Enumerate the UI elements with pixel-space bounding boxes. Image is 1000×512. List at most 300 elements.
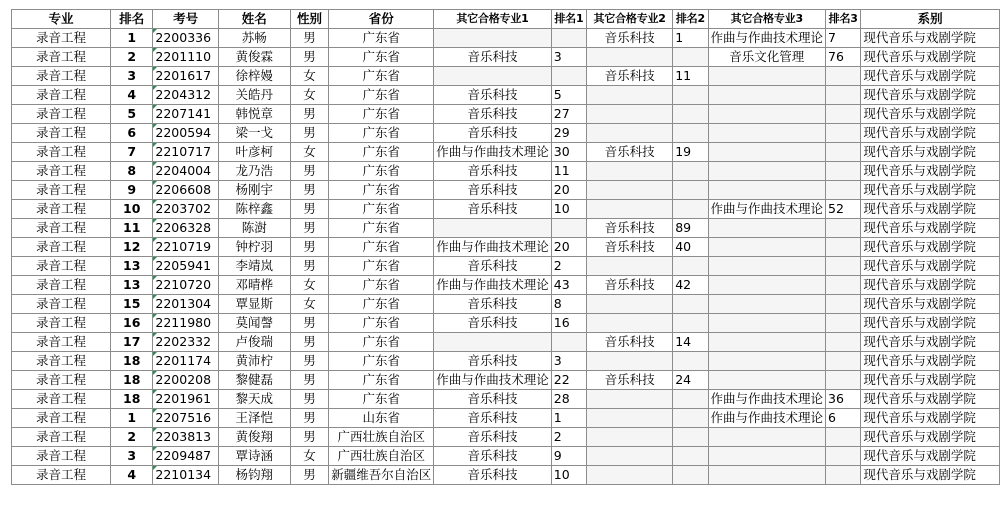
cell-other-major-3[interactable]	[708, 352, 826, 371]
cell-rank[interactable]: 9	[111, 181, 153, 200]
cell-name[interactable]: 关皓丹	[218, 86, 290, 105]
cell-rank-1[interactable]: 43	[551, 276, 586, 295]
cell-rank-2[interactable]: 42	[673, 276, 708, 295]
cell-major[interactable]: 录音工程	[12, 333, 111, 352]
cell-province[interactable]: 广西壮族自治区	[329, 428, 434, 447]
cell-other-major-2[interactable]: 音乐科技	[587, 276, 673, 295]
cell-other-major-2[interactable]: 音乐科技	[587, 333, 673, 352]
cell-rank-1[interactable]: 27	[551, 105, 586, 124]
cell-gender[interactable]: 女	[290, 67, 328, 86]
cell-gender[interactable]: 男	[290, 162, 328, 181]
cell-major[interactable]: 录音工程	[12, 314, 111, 333]
header-department[interactable]: 系别	[861, 10, 1000, 29]
cell-rank-1[interactable]: 20	[551, 181, 586, 200]
cell-other-major-1[interactable]: 音乐科技	[434, 200, 552, 219]
cell-rank[interactable]: 13	[111, 276, 153, 295]
cell-other-major-1[interactable]: 音乐科技	[434, 409, 552, 428]
cell-province[interactable]: 广东省	[329, 124, 434, 143]
cell-name[interactable]: 覃显斯	[218, 295, 290, 314]
cell-other-major-3[interactable]: 音乐文化管理	[708, 48, 826, 67]
cell-name[interactable]: 梁一戈	[218, 124, 290, 143]
cell-exam-id[interactable]: 2209487	[153, 447, 218, 466]
cell-name[interactable]: 黎健磊	[218, 371, 290, 390]
cell-rank[interactable]: 2	[111, 48, 153, 67]
cell-rank-3[interactable]	[826, 124, 861, 143]
cell-major[interactable]: 录音工程	[12, 276, 111, 295]
cell-rank-3[interactable]	[826, 86, 861, 105]
cell-province[interactable]: 山东省	[329, 409, 434, 428]
cell-department[interactable]: 现代音乐与戏剧学院	[861, 238, 1000, 257]
cell-other-major-3[interactable]	[708, 86, 826, 105]
cell-department[interactable]: 现代音乐与戏剧学院	[861, 390, 1000, 409]
header-other-major-2[interactable]: 其它合格专业2	[587, 10, 673, 29]
cell-exam-id[interactable]: 2203813	[153, 428, 218, 447]
cell-department[interactable]: 现代音乐与戏剧学院	[861, 48, 1000, 67]
cell-province[interactable]: 广东省	[329, 200, 434, 219]
cell-gender[interactable]: 女	[290, 86, 328, 105]
cell-major[interactable]: 录音工程	[12, 219, 111, 238]
cell-other-major-1[interactable]: 音乐科技	[434, 48, 552, 67]
cell-other-major-1[interactable]: 作曲与作曲技术理论	[434, 143, 552, 162]
cell-name[interactable]: 李靖岚	[218, 257, 290, 276]
cell-other-major-3[interactable]	[708, 105, 826, 124]
cell-other-major-2[interactable]	[587, 466, 673, 485]
cell-province[interactable]: 广东省	[329, 48, 434, 67]
cell-major[interactable]: 录音工程	[12, 447, 111, 466]
cell-department[interactable]: 现代音乐与戏剧学院	[861, 105, 1000, 124]
cell-department[interactable]: 现代音乐与戏剧学院	[861, 352, 1000, 371]
cell-department[interactable]: 现代音乐与戏剧学院	[861, 295, 1000, 314]
cell-rank-2[interactable]: 19	[673, 143, 708, 162]
cell-rank-3[interactable]	[826, 314, 861, 333]
cell-rank[interactable]: 18	[111, 371, 153, 390]
cell-rank-3[interactable]	[826, 352, 861, 371]
cell-department[interactable]: 现代音乐与戏剧学院	[861, 466, 1000, 485]
cell-rank[interactable]: 5	[111, 105, 153, 124]
cell-rank-2[interactable]: 24	[673, 371, 708, 390]
cell-other-major-2[interactable]: 音乐科技	[587, 29, 673, 48]
cell-rank[interactable]: 13	[111, 257, 153, 276]
header-rank-3[interactable]: 排名3	[826, 10, 861, 29]
cell-exam-id[interactable]: 2210717	[153, 143, 218, 162]
cell-gender[interactable]: 女	[290, 143, 328, 162]
cell-rank[interactable]: 1	[111, 409, 153, 428]
cell-name[interactable]: 苏畅	[218, 29, 290, 48]
cell-rank-1[interactable]	[551, 29, 586, 48]
cell-province[interactable]: 广东省	[329, 143, 434, 162]
cell-major[interactable]: 录音工程	[12, 86, 111, 105]
cell-rank-2[interactable]	[673, 200, 708, 219]
cell-major[interactable]: 录音工程	[12, 48, 111, 67]
cell-rank-3[interactable]: 7	[826, 29, 861, 48]
cell-other-major-1[interactable]: 音乐科技	[434, 314, 552, 333]
cell-department[interactable]: 现代音乐与戏剧学院	[861, 257, 1000, 276]
cell-other-major-3[interactable]	[708, 219, 826, 238]
cell-other-major-3[interactable]	[708, 257, 826, 276]
cell-major[interactable]: 录音工程	[12, 295, 111, 314]
cell-department[interactable]: 现代音乐与戏剧学院	[861, 314, 1000, 333]
cell-exam-id[interactable]: 2210720	[153, 276, 218, 295]
cell-province[interactable]: 广东省	[329, 181, 434, 200]
cell-other-major-2[interactable]	[587, 295, 673, 314]
cell-rank-3[interactable]	[826, 428, 861, 447]
cell-other-major-3[interactable]	[708, 238, 826, 257]
cell-rank-3[interactable]: 76	[826, 48, 861, 67]
cell-major[interactable]: 录音工程	[12, 124, 111, 143]
cell-rank-2[interactable]: 40	[673, 238, 708, 257]
cell-province[interactable]: 广东省	[329, 257, 434, 276]
cell-other-major-3[interactable]	[708, 371, 826, 390]
cell-province[interactable]: 广东省	[329, 276, 434, 295]
cell-other-major-3[interactable]	[708, 162, 826, 181]
cell-other-major-2[interactable]	[587, 390, 673, 409]
cell-rank[interactable]: 17	[111, 333, 153, 352]
cell-department[interactable]: 现代音乐与戏剧学院	[861, 67, 1000, 86]
cell-province[interactable]: 广东省	[329, 219, 434, 238]
cell-other-major-3[interactable]	[708, 314, 826, 333]
cell-rank-1[interactable]: 8	[551, 295, 586, 314]
cell-major[interactable]: 录音工程	[12, 181, 111, 200]
cell-province[interactable]: 广东省	[329, 86, 434, 105]
cell-other-major-1[interactable]	[434, 67, 552, 86]
cell-exam-id[interactable]: 2200336	[153, 29, 218, 48]
cell-other-major-2[interactable]: 音乐科技	[587, 238, 673, 257]
cell-rank-3[interactable]	[826, 238, 861, 257]
cell-province[interactable]: 广东省	[329, 371, 434, 390]
cell-other-major-1[interactable]: 音乐科技	[434, 428, 552, 447]
cell-rank[interactable]: 4	[111, 466, 153, 485]
cell-rank-1[interactable]: 28	[551, 390, 586, 409]
cell-exam-id[interactable]: 2207141	[153, 105, 218, 124]
cell-rank-2[interactable]: 11	[673, 67, 708, 86]
cell-major[interactable]: 录音工程	[12, 200, 111, 219]
cell-rank[interactable]: 18	[111, 352, 153, 371]
cell-other-major-3[interactable]	[708, 181, 826, 200]
cell-other-major-3[interactable]	[708, 67, 826, 86]
header-exam-id[interactable]: 考号	[153, 10, 218, 29]
cell-department[interactable]: 现代音乐与戏剧学院	[861, 162, 1000, 181]
cell-rank-2[interactable]	[673, 181, 708, 200]
cell-exam-id[interactable]: 2200594	[153, 124, 218, 143]
cell-other-major-1[interactable]: 音乐科技	[434, 295, 552, 314]
cell-other-major-2[interactable]	[587, 314, 673, 333]
cell-major[interactable]: 录音工程	[12, 428, 111, 447]
cell-gender[interactable]: 男	[290, 371, 328, 390]
cell-rank-3[interactable]: 36	[826, 390, 861, 409]
cell-rank-3[interactable]	[826, 67, 861, 86]
cell-name[interactable]: 邓晴桦	[218, 276, 290, 295]
cell-gender[interactable]: 男	[290, 48, 328, 67]
cell-department[interactable]: 现代音乐与戏剧学院	[861, 143, 1000, 162]
cell-exam-id[interactable]: 2211980	[153, 314, 218, 333]
cell-rank[interactable]: 1	[111, 29, 153, 48]
cell-department[interactable]: 现代音乐与戏剧学院	[861, 181, 1000, 200]
cell-name[interactable]: 徐梓嫚	[218, 67, 290, 86]
cell-department[interactable]: 现代音乐与戏剧学院	[861, 219, 1000, 238]
cell-rank-3[interactable]	[826, 105, 861, 124]
cell-exam-id[interactable]: 2203702	[153, 200, 218, 219]
cell-rank-3[interactable]	[826, 295, 861, 314]
cell-other-major-1[interactable]: 音乐科技	[434, 181, 552, 200]
cell-department[interactable]: 现代音乐与戏剧学院	[861, 276, 1000, 295]
cell-department[interactable]: 现代音乐与戏剧学院	[861, 333, 1000, 352]
cell-name[interactable]: 杨刚宇	[218, 181, 290, 200]
cell-department[interactable]: 现代音乐与戏剧学院	[861, 124, 1000, 143]
cell-exam-id[interactable]: 2210134	[153, 466, 218, 485]
cell-exam-id[interactable]: 2202332	[153, 333, 218, 352]
cell-other-major-2[interactable]	[587, 162, 673, 181]
cell-rank[interactable]: 7	[111, 143, 153, 162]
cell-rank[interactable]: 2	[111, 428, 153, 447]
cell-rank-2[interactable]	[673, 86, 708, 105]
cell-name[interactable]: 黄沛柠	[218, 352, 290, 371]
cell-name[interactable]: 覃诗涵	[218, 447, 290, 466]
cell-exam-id[interactable]: 2206608	[153, 181, 218, 200]
cell-gender[interactable]: 男	[290, 314, 328, 333]
cell-rank-1[interactable]	[551, 219, 586, 238]
cell-name[interactable]: 钟柠羽	[218, 238, 290, 257]
cell-gender[interactable]: 女	[290, 295, 328, 314]
cell-other-major-1[interactable]: 音乐科技	[434, 447, 552, 466]
cell-exam-id[interactable]: 2201304	[153, 295, 218, 314]
cell-other-major-1[interactable]: 音乐科技	[434, 86, 552, 105]
cell-rank-1[interactable]: 2	[551, 428, 586, 447]
cell-rank-1[interactable]	[551, 67, 586, 86]
cell-rank-1[interactable]: 10	[551, 466, 586, 485]
cell-gender[interactable]: 男	[290, 409, 328, 428]
cell-name[interactable]: 陈澍	[218, 219, 290, 238]
cell-other-major-1[interactable]: 音乐科技	[434, 105, 552, 124]
cell-gender[interactable]: 男	[290, 257, 328, 276]
cell-rank-2[interactable]	[673, 257, 708, 276]
cell-other-major-2[interactable]	[587, 257, 673, 276]
cell-rank-3[interactable]	[826, 447, 861, 466]
cell-other-major-3[interactable]: 作曲与作曲技术理论	[708, 409, 826, 428]
cell-other-major-1[interactable]: 音乐科技	[434, 352, 552, 371]
cell-name[interactable]: 韩悦章	[218, 105, 290, 124]
cell-other-major-3[interactable]	[708, 333, 826, 352]
cell-province[interactable]: 广东省	[329, 29, 434, 48]
cell-other-major-1[interactable]	[434, 333, 552, 352]
cell-gender[interactable]: 男	[290, 181, 328, 200]
cell-department[interactable]: 现代音乐与戏剧学院	[861, 371, 1000, 390]
cell-name[interactable]: 莫闻謦	[218, 314, 290, 333]
cell-other-major-3[interactable]	[708, 276, 826, 295]
cell-province[interactable]: 广东省	[329, 390, 434, 409]
cell-gender[interactable]: 男	[290, 238, 328, 257]
cell-major[interactable]: 录音工程	[12, 466, 111, 485]
cell-major[interactable]: 录音工程	[12, 238, 111, 257]
cell-rank-1[interactable]: 2	[551, 257, 586, 276]
cell-rank-3[interactable]	[826, 371, 861, 390]
cell-rank-3[interactable]: 6	[826, 409, 861, 428]
cell-other-major-2[interactable]	[587, 48, 673, 67]
cell-rank-1[interactable]: 30	[551, 143, 586, 162]
cell-major[interactable]: 录音工程	[12, 352, 111, 371]
header-major[interactable]: 专业	[12, 10, 111, 29]
cell-other-major-1[interactable]: 音乐科技	[434, 390, 552, 409]
cell-province[interactable]: 广西壮族自治区	[329, 447, 434, 466]
cell-major[interactable]: 录音工程	[12, 257, 111, 276]
cell-rank-1[interactable]: 16	[551, 314, 586, 333]
cell-rank-2[interactable]	[673, 124, 708, 143]
cell-exam-id[interactable]: 2201174	[153, 352, 218, 371]
cell-rank-1[interactable]: 22	[551, 371, 586, 390]
cell-province[interactable]: 新疆维吾尔自治区	[329, 466, 434, 485]
cell-gender[interactable]: 男	[290, 352, 328, 371]
cell-department[interactable]: 现代音乐与戏剧学院	[861, 447, 1000, 466]
cell-rank-2[interactable]	[673, 428, 708, 447]
cell-rank-3[interactable]	[826, 276, 861, 295]
cell-gender[interactable]: 男	[290, 466, 328, 485]
cell-exam-id[interactable]: 2206328	[153, 219, 218, 238]
cell-other-major-3[interactable]	[708, 295, 826, 314]
cell-major[interactable]: 录音工程	[12, 371, 111, 390]
cell-department[interactable]: 现代音乐与戏剧学院	[861, 428, 1000, 447]
cell-rank[interactable]: 12	[111, 238, 153, 257]
cell-name[interactable]: 黄俊翔	[218, 428, 290, 447]
cell-rank-1[interactable]: 29	[551, 124, 586, 143]
cell-other-major-3[interactable]: 作曲与作曲技术理论	[708, 200, 826, 219]
cell-exam-id[interactable]: 2204004	[153, 162, 218, 181]
cell-other-major-2[interactable]	[587, 447, 673, 466]
header-other-major-3[interactable]: 其它合格专业3	[708, 10, 826, 29]
cell-other-major-2[interactable]: 音乐科技	[587, 371, 673, 390]
cell-province[interactable]: 广东省	[329, 238, 434, 257]
cell-rank-2[interactable]	[673, 447, 708, 466]
cell-rank-2[interactable]: 89	[673, 219, 708, 238]
cell-department[interactable]: 现代音乐与戏剧学院	[861, 200, 1000, 219]
cell-rank[interactable]: 11	[111, 219, 153, 238]
cell-other-major-2[interactable]	[587, 105, 673, 124]
cell-other-major-2[interactable]	[587, 200, 673, 219]
cell-rank-1[interactable]: 3	[551, 48, 586, 67]
cell-rank[interactable]: 16	[111, 314, 153, 333]
cell-rank-1[interactable]: 3	[551, 352, 586, 371]
cell-department[interactable]: 现代音乐与戏剧学院	[861, 29, 1000, 48]
cell-gender[interactable]: 男	[290, 333, 328, 352]
cell-other-major-1[interactable]	[434, 29, 552, 48]
cell-other-major-2[interactable]	[587, 428, 673, 447]
cell-other-major-1[interactable]: 音乐科技	[434, 257, 552, 276]
cell-gender[interactable]: 男	[290, 124, 328, 143]
cell-exam-id[interactable]: 2201110	[153, 48, 218, 67]
cell-major[interactable]: 录音工程	[12, 390, 111, 409]
cell-other-major-2[interactable]	[587, 352, 673, 371]
cell-rank-1[interactable]: 5	[551, 86, 586, 105]
cell-exam-id[interactable]: 2207516	[153, 409, 218, 428]
cell-rank-2[interactable]	[673, 352, 708, 371]
cell-major[interactable]: 录音工程	[12, 29, 111, 48]
cell-gender[interactable]: 女	[290, 276, 328, 295]
cell-rank[interactable]: 6	[111, 124, 153, 143]
cell-rank[interactable]: 15	[111, 295, 153, 314]
cell-exam-id[interactable]: 2201617	[153, 67, 218, 86]
cell-department[interactable]: 现代音乐与戏剧学院	[861, 409, 1000, 428]
cell-other-major-3[interactable]: 作曲与作曲技术理论	[708, 29, 826, 48]
cell-province[interactable]: 广东省	[329, 333, 434, 352]
cell-rank-1[interactable]: 1	[551, 409, 586, 428]
cell-rank-2[interactable]	[673, 48, 708, 67]
cell-other-major-2[interactable]	[587, 181, 673, 200]
cell-other-major-1[interactable]: 作曲与作曲技术理论	[434, 238, 552, 257]
cell-rank-2[interactable]: 14	[673, 333, 708, 352]
cell-major[interactable]: 录音工程	[12, 105, 111, 124]
cell-gender[interactable]: 男	[290, 428, 328, 447]
cell-name[interactable]: 杨钧翔	[218, 466, 290, 485]
cell-other-major-3[interactable]	[708, 124, 826, 143]
cell-rank[interactable]: 4	[111, 86, 153, 105]
cell-other-major-3[interactable]	[708, 428, 826, 447]
cell-rank-1[interactable]: 9	[551, 447, 586, 466]
cell-name[interactable]: 龙乃浩	[218, 162, 290, 181]
cell-other-major-2[interactable]: 音乐科技	[587, 219, 673, 238]
cell-rank-3[interactable]	[826, 143, 861, 162]
cell-other-major-1[interactable]	[434, 219, 552, 238]
cell-rank-1[interactable]: 20	[551, 238, 586, 257]
cell-rank-1[interactable]: 11	[551, 162, 586, 181]
cell-name[interactable]: 陈梓鑫	[218, 200, 290, 219]
header-gender[interactable]: 性别	[290, 10, 328, 29]
cell-rank-2[interactable]	[673, 466, 708, 485]
cell-rank-1[interactable]	[551, 333, 586, 352]
cell-exam-id[interactable]: 2210719	[153, 238, 218, 257]
cell-rank-3[interactable]	[826, 162, 861, 181]
cell-other-major-3[interactable]: 作曲与作曲技术理论	[708, 390, 826, 409]
cell-gender[interactable]: 男	[290, 390, 328, 409]
cell-other-major-2[interactable]	[587, 124, 673, 143]
cell-rank-3[interactable]	[826, 466, 861, 485]
cell-rank[interactable]: 8	[111, 162, 153, 181]
cell-rank[interactable]: 3	[111, 447, 153, 466]
header-province[interactable]: 省份	[329, 10, 434, 29]
cell-gender[interactable]: 男	[290, 200, 328, 219]
cell-exam-id[interactable]: 2201961	[153, 390, 218, 409]
cell-name[interactable]: 黄俊霖	[218, 48, 290, 67]
cell-major[interactable]: 录音工程	[12, 409, 111, 428]
cell-rank-2[interactable]	[673, 409, 708, 428]
cell-other-major-2[interactable]	[587, 409, 673, 428]
cell-other-major-2[interactable]	[587, 86, 673, 105]
cell-rank-3[interactable]	[826, 257, 861, 276]
cell-rank-2[interactable]	[673, 295, 708, 314]
cell-other-major-3[interactable]	[708, 466, 826, 485]
cell-department[interactable]: 现代音乐与戏剧学院	[861, 86, 1000, 105]
cell-rank[interactable]: 10	[111, 200, 153, 219]
header-rank[interactable]: 排名	[111, 10, 153, 29]
cell-province[interactable]: 广东省	[329, 295, 434, 314]
cell-exam-id[interactable]: 2200208	[153, 371, 218, 390]
cell-other-major-2[interactable]: 音乐科技	[587, 143, 673, 162]
cell-rank-3[interactable]: 52	[826, 200, 861, 219]
cell-name[interactable]: 黎天成	[218, 390, 290, 409]
cell-other-major-1[interactable]: 作曲与作曲技术理论	[434, 276, 552, 295]
cell-name[interactable]: 卢俊瑞	[218, 333, 290, 352]
cell-gender[interactable]: 男	[290, 219, 328, 238]
cell-rank[interactable]: 18	[111, 390, 153, 409]
cell-rank-2[interactable]	[673, 105, 708, 124]
cell-province[interactable]: 广东省	[329, 105, 434, 124]
header-other-major-1[interactable]: 其它合格专业1	[434, 10, 552, 29]
cell-exam-id[interactable]: 2205941	[153, 257, 218, 276]
cell-other-major-1[interactable]: 音乐科技	[434, 124, 552, 143]
cell-rank-3[interactable]	[826, 219, 861, 238]
cell-gender[interactable]: 男	[290, 29, 328, 48]
cell-major[interactable]: 录音工程	[12, 143, 111, 162]
cell-other-major-1[interactable]: 作曲与作曲技术理论	[434, 371, 552, 390]
cell-other-major-3[interactable]	[708, 447, 826, 466]
cell-province[interactable]: 广东省	[329, 352, 434, 371]
